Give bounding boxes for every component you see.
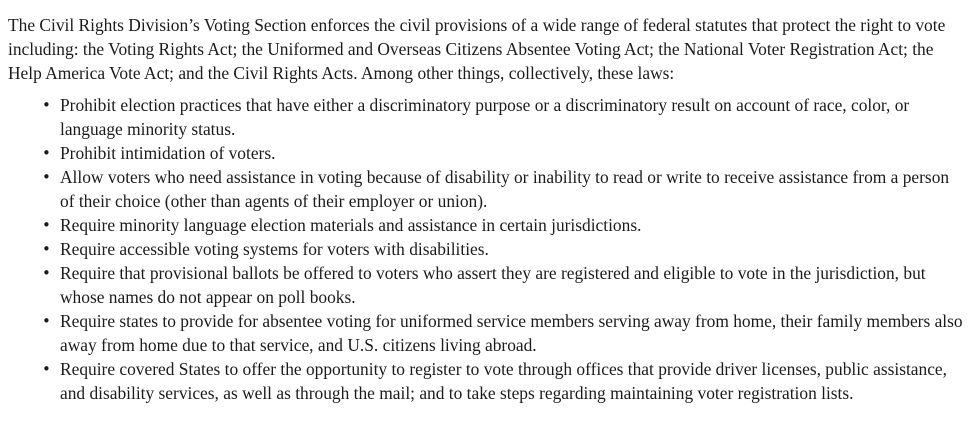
list-item: • Require accessible voting systems for voters with disabilities. [60,237,966,261]
list-item: • Allow voters who need assistance in voting because of disability or inability to read or write to receive assistance from a person of their choice (other than agents of their employer or union). [60,165,966,213]
intro-paragraph: The Civil Rights Division’s Voting Section enforces the civil provisions of a wide range of federal statutes that protect the right to vote including: the Voting Rights Act; the Uniformed and Overseas Citizens Absentee Voting Act; the National Voter Registration Act; the Help America Vote Act; and the Civil Rights Acts. Among other things, collectively, these laws: [8,15,946,83]
law-provisions-list [8,93,966,405]
list-item: • Require minority language election materials and assistance in certain jurisdictions. [60,213,966,237]
list-item: • Prohibit intimidation of voters. [60,141,966,165]
list-item: • Require covered States to offer the opportunity to register to vote through offices that provide driver licenses, public assistance, and disability services, as well as through the mail; and to take steps regarding maintaining voter registration lists. [60,357,966,405]
list-item: • Require that provisional ballots be offered to voters who assert they are registered and eligible to vote in the jurisdiction, but whose names do not appear on poll books. [60,261,966,309]
list-item: • Require states to provide for absentee voting for uniformed service members serving away from home, their family members also away from home due to that service, and U.S. citizens living abroad. [60,309,966,357]
list-item: • Prohibit election practices that have either a discriminatory purpose or a discriminatory result on account of race, color, or language minority status. [60,93,966,141]
